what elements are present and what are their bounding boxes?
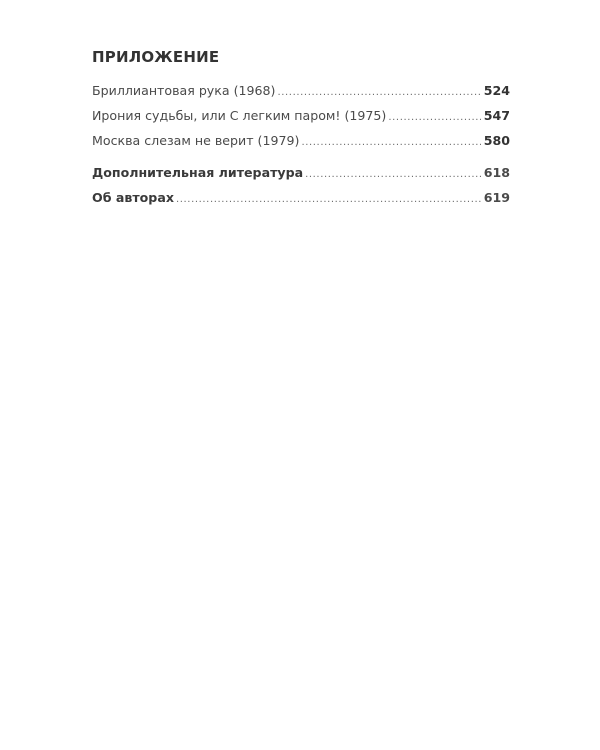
toc-entry-page: 547 — [483, 108, 510, 123]
toc-entry — [92, 81, 510, 106]
dot-leader — [301, 133, 480, 152]
toc-entry-title: Об авторах — [92, 190, 174, 205]
spacer — [92, 156, 510, 163]
dot-leader — [305, 165, 481, 184]
toc-entry-page: 580 — [483, 133, 510, 148]
toc-entry-page: 619 — [483, 190, 510, 205]
dot-leader — [176, 190, 481, 209]
dot-leader — [388, 108, 480, 127]
dot-leader — [277, 83, 480, 102]
toc-entry — [92, 188, 510, 213]
toc-entry-title: Ирония судьбы, или С легким паром! (1975) — [92, 108, 387, 123]
toc-entry — [92, 163, 510, 188]
toc-entry-title: Москва слезам не верит (1979) — [92, 133, 300, 148]
toc-entry-page: 618 — [483, 165, 510, 180]
toc-entry-title: Дополнительная литература — [92, 165, 304, 180]
toc-entry-title: Бриллиантовая рука (1968) — [92, 83, 276, 98]
toc-entry — [92, 131, 510, 156]
section-title: ПРИЛОЖЕНИЕ — [92, 48, 220, 66]
toc-entry-page: 524 — [483, 83, 510, 98]
table-of-contents — [92, 47, 510, 213]
toc-entry — [92, 106, 510, 131]
